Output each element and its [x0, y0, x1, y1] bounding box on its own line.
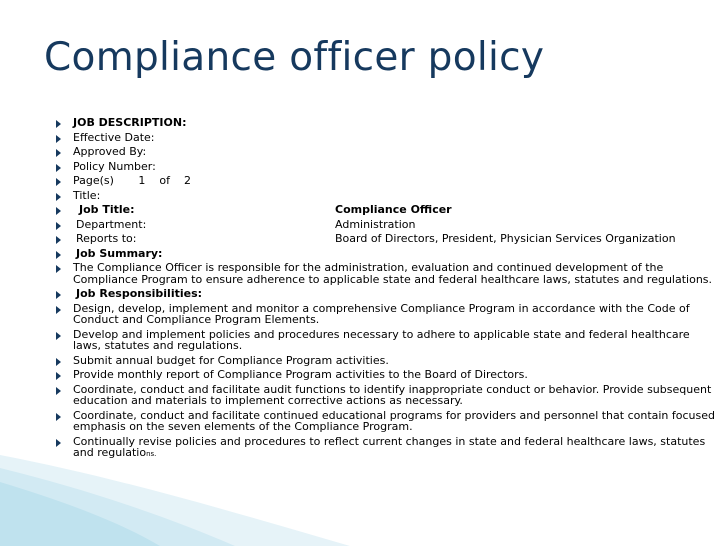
- triangle-bullet-icon: [56, 251, 61, 259]
- effective-date-label: Effective Date:: [73, 130, 155, 144]
- title-field-label: Title:: [73, 188, 101, 202]
- list-item-responsibility: [56, 303, 721, 326]
- page-title: Compliance officer policy: [44, 35, 545, 80]
- triangle-bullet-icon: [56, 164, 61, 172]
- list-item-job-summary-text: [56, 262, 721, 285]
- triangle-bullet-icon: [56, 120, 61, 128]
- job-title-label: Job Title:: [79, 203, 135, 216]
- triangle-bullet-icon: [56, 358, 61, 366]
- approved-by-label: Approved By:: [73, 145, 147, 158]
- page-count: Page(s) 1 of 2: [73, 174, 191, 187]
- list-item-responsibility: [56, 369, 721, 381]
- list-item-job-summary-label: [56, 248, 721, 260]
- triangle-bullet-icon: [56, 387, 61, 395]
- job-title-value: Compliance Officer: [335, 203, 452, 216]
- responsibility-text: Coordinate, conduct and facilitate continued educational programs for providers and personnel that contain focused emphasis on the seven elements of the Compliance Program.: [73, 408, 716, 433]
- list-item-responsibility: [56, 384, 721, 407]
- policy-body-list: [56, 117, 721, 464]
- triangle-bullet-icon: [56, 135, 61, 143]
- job-summary-text: The Compliance Officer is responsible for the administration, evaluation and continued development of the Compliance Program to ensure adherence to applicable state and federal healthcare laws, statutes and regulations.: [73, 261, 713, 286]
- responsibility-text-tail: ns.: [146, 450, 157, 458]
- reports-to-row: [73, 233, 721, 245]
- triangle-bullet-icon: [56, 178, 61, 186]
- triangle-bullet-icon: [56, 439, 61, 447]
- triangle-bullet-icon: [56, 413, 61, 421]
- department-value: Administration: [335, 217, 416, 231]
- job-summary-label: Job Summary:: [76, 246, 163, 260]
- triangle-bullet-icon: [56, 149, 61, 157]
- list-item-reports-to: [56, 233, 721, 245]
- triangle-bullet-icon: [56, 265, 61, 273]
- responsibility-text: Coordinate, conduct and facilitate audit functions to identify inappropriate conduct or behavior. Provide subsequent education and materials to implement corrective actions as necessary.: [73, 382, 712, 407]
- list-item-effective-date: [56, 132, 721, 144]
- list-item-department: [56, 219, 721, 231]
- responsibility-text: Develop and implement policies and procedures necessary to adhere to applicable state and federal healthcare laws, statutes and regulations.: [73, 327, 690, 352]
- responsibilities-label: Job Responsibilities:: [76, 287, 203, 300]
- list-item-responsibility: [56, 436, 721, 461]
- triangle-bullet-icon: [56, 372, 61, 380]
- list-item-responsibility: [56, 410, 721, 433]
- responsibility-text: Design, develop, implement and monitor a comprehensive Compliance Program in accordance with the Code of Conduct and Compliance Program Elements.: [73, 301, 690, 326]
- reports-to-value: Board of Directors, President, Physician Services Organization: [335, 232, 676, 245]
- list-item-job-title: [56, 204, 721, 216]
- list-item-approved-by: [56, 146, 721, 158]
- responsibility-text: Submit annual budget for Compliance Program activities.: [73, 353, 389, 367]
- job-title-row: [73, 204, 721, 216]
- triangle-bullet-icon: [56, 332, 61, 340]
- policy-number-label: Policy Number:: [73, 159, 156, 173]
- triangle-bullet-icon: [56, 207, 61, 215]
- triangle-bullet-icon: [56, 222, 61, 230]
- job-description-label: JOB DESCRIPTION:: [73, 116, 187, 129]
- list-item-job-description: [56, 117, 721, 129]
- list-item-pages: [56, 175, 721, 187]
- triangle-bullet-icon: [56, 291, 61, 299]
- reports-to-label: Reports to:: [76, 232, 137, 245]
- triangle-bullet-icon: [56, 193, 61, 201]
- list-item-responsibilities-label: [56, 288, 721, 300]
- list-item-responsibility: [56, 329, 721, 352]
- list-item-policy-number: [56, 161, 721, 173]
- department-row: [73, 219, 721, 231]
- list-item-responsibility: [56, 355, 721, 367]
- list-item-title: [56, 190, 721, 202]
- responsibility-text: Provide monthly report of Compliance Program activities to the Board of Directors.: [73, 368, 528, 381]
- triangle-bullet-icon: [56, 236, 61, 244]
- department-label: Department:: [76, 217, 147, 231]
- responsibility-text: Continually revise policies and procedures to reflect current changes in state and federal healthcare laws, statutes and regulatio: [73, 434, 706, 459]
- triangle-bullet-icon: [56, 306, 61, 314]
